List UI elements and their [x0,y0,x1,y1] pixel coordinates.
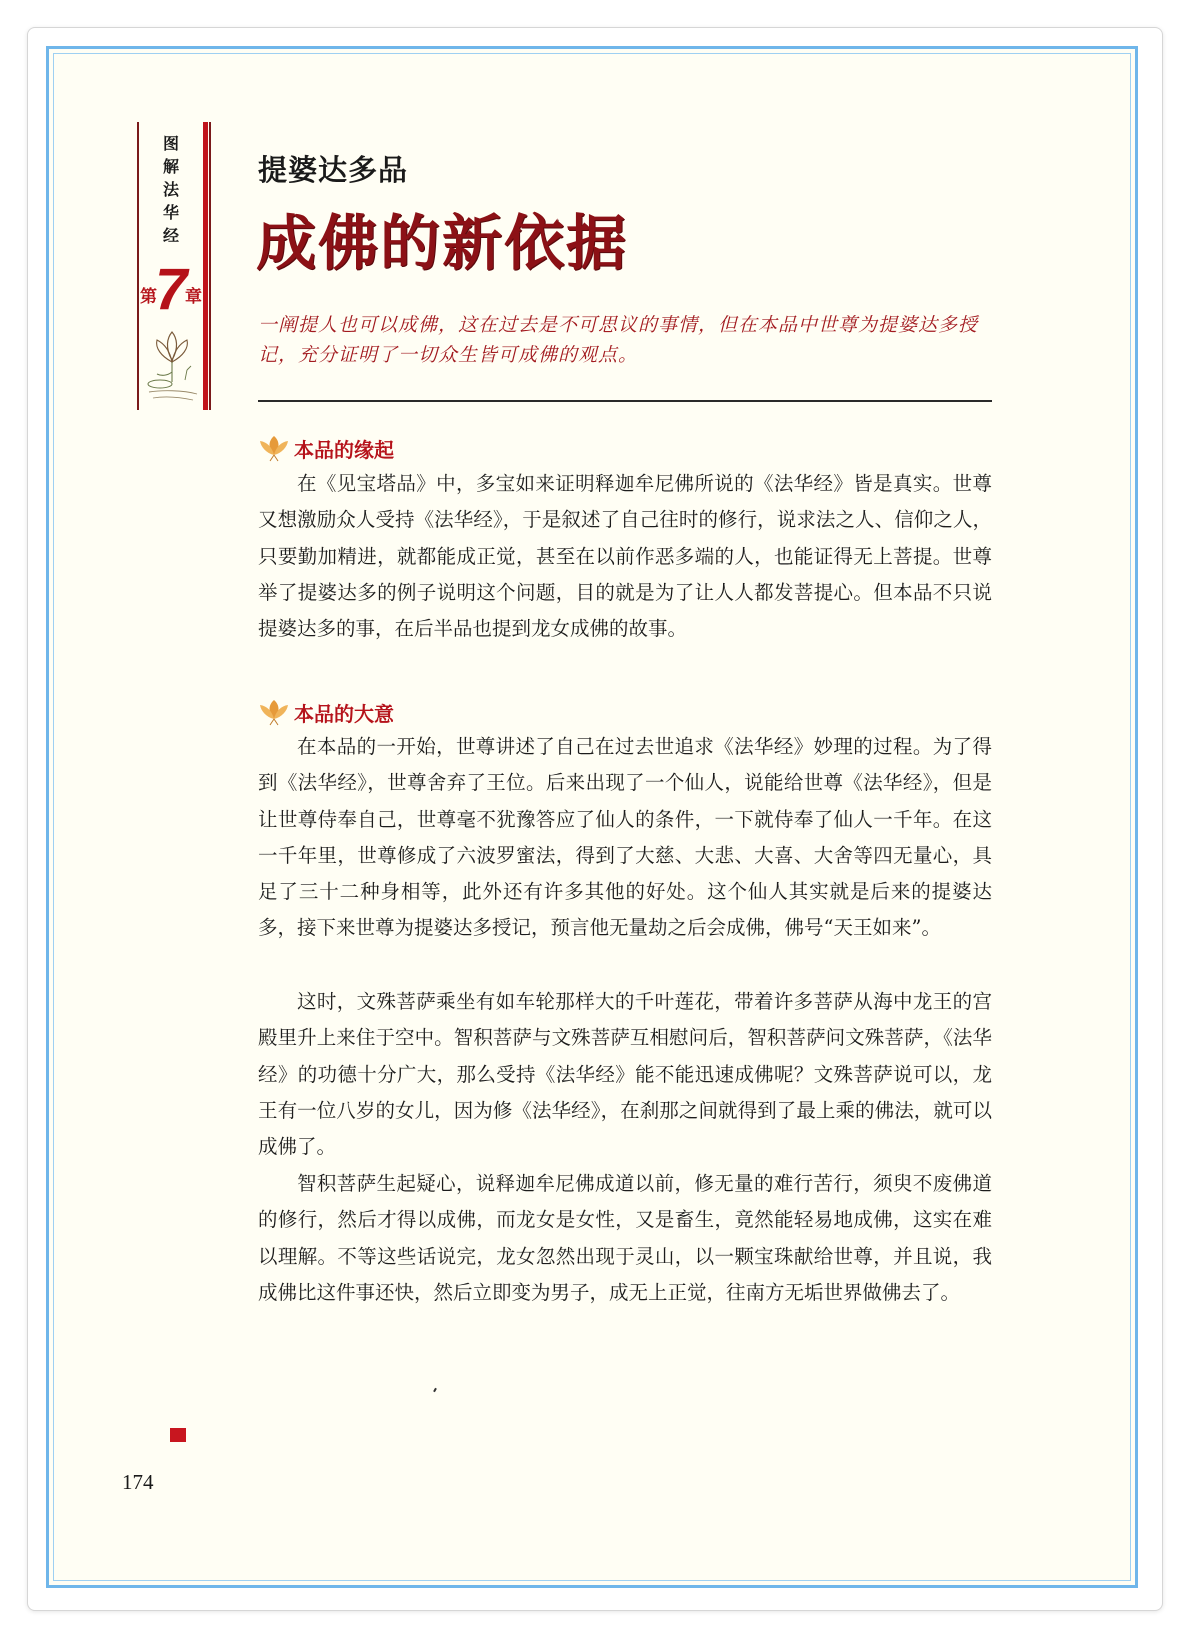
lotus-bullet-icon [258,697,290,727]
lotus-bullet-icon [258,433,290,463]
chapter-tab [137,122,213,410]
section-heading [258,433,394,463]
intro-text: 一阐提人也可以成佛，这在过去是不可思议的事情，但在本品中世尊为提婆达多授记，充分证明了一切众生皆可成佛的观点。 [258,314,979,366]
body-paragraph: 这时，文殊菩萨乘坐有如车轮那样大的千叶莲花，带着许多菩萨从海中龙王的宫殿里升上来住于空中。智积菩萨与文殊菩萨互相慰问后，智积菩萨问文殊菩萨，《法华经》的功德十分广大，那么受持《法华经》能不能迅速成佛呢？文殊菩萨说可以，龙王有一位八岁的女儿，因为修《法华经》，在刹那之间就得到了最上乘的佛法，就可以成佛了。 [258,990,992,1159]
body-paragraph: 智积菩萨生起疑心，说释迦牟尼佛成道以前，修无量的难行苦行，须臾不废佛道的修行，然后才得以成佛，而龙女是女性，又是畜生，竟然能轻易地成佛，这实在难以理解。不等这些话说完，龙女忽然出现于灵山，以一颗宝珠献给世尊，并且说，我成佛比这件事还快，然后立即变为男子，成无上正觉，往南方无垢世界做佛去了。 [258,1172,992,1304]
chapter-subtitle: 提婆达多品 [258,153,409,187]
title-divider [258,400,992,402]
chapter-suffix: 章 [185,287,202,306]
lotus-illustration-icon [143,320,201,406]
book-title: 图解法华经 [162,134,179,245]
chapter-prefix: 第 [140,287,157,306]
chapter-number [137,257,207,322]
page-title: 成佛的新依据 [256,209,628,279]
body-paragraph: 在本品的一开始，世尊讲述了自己在过去世追求《法华经》妙理的过程。为了得到《法华经》，世尊舍弃了王位。后来出现了一个仙人，说能给世尊《法华经》，但是让世尊侍奉自己，世尊毫不犹豫答应了仙人的条件，一下就侍奉了仙人一千年。在这一千年里，世尊修成了六波罗蜜法，得到了大慈、大悲、大喜、大舍等四无量心，具足了三十二种身相等，此外还有许多其他的好处。这个仙人其实就是后来的提婆达多，接下来世尊为提婆达多授记，预言他无量劫之后会成佛，佛号“天王如来”。 [258,735,992,940]
body-paragraph: 在《见宝塔品》中，多宝如来证明释迦牟尼佛所说的《法华经》皆是真实。世尊又想激励众人受持《法华经》，于是叙述了自己往时的修行，说求法之人、信仰之人，只要勤加精进，就都能成正觉，甚至在以前作恶多端的人，也能证得无上菩提。世尊举了提婆达多的例子说明这个问题，目的就是为了让人人都发菩提心。但本品不只说提婆达多的事，在后半品也提到龙女成佛的故事。 [258,472,992,641]
tab-border-right [209,122,211,410]
section-heading-label: 本品的缘起 [294,437,394,462]
page-marker [170,1428,186,1442]
section-heading-label: 本品的大意 [294,701,394,726]
page-number: 174 [122,1470,154,1494]
section-heading [258,697,394,727]
chapter-digit: 7 [155,257,188,322]
